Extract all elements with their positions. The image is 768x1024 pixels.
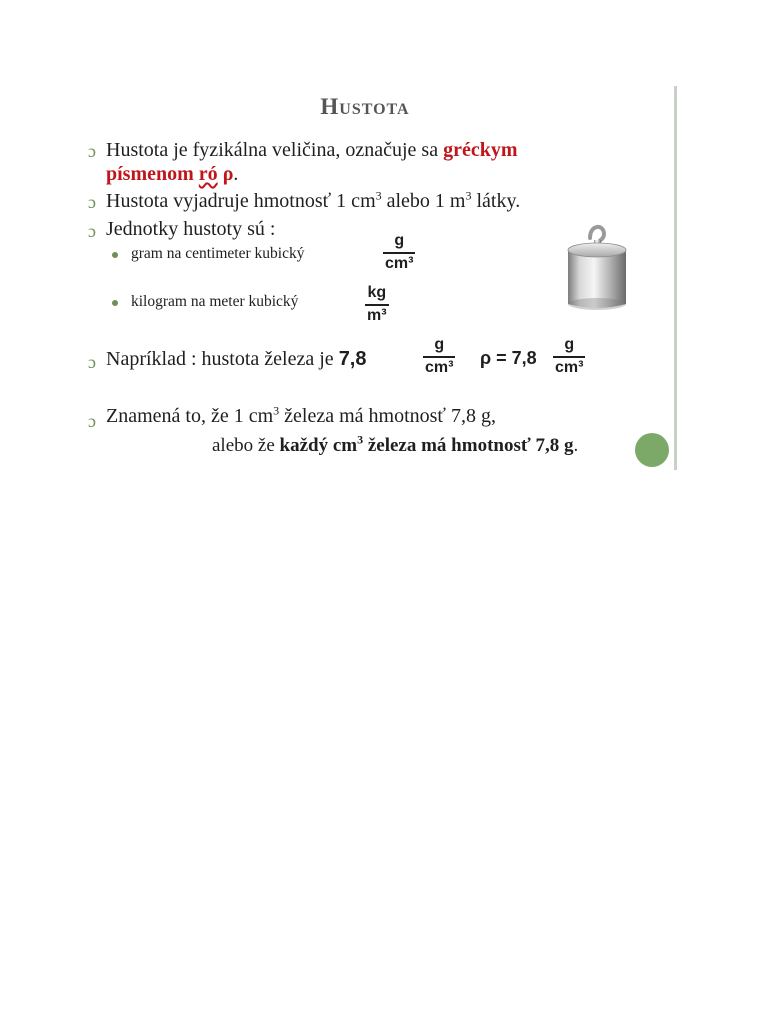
bullet-line-1 (106, 138, 518, 162)
bullet-text: látky. (471, 190, 521, 212)
fraction-numerator: kg (367, 284, 387, 301)
meaning-line-1 (106, 404, 496, 428)
fraction-bar (553, 356, 585, 358)
bullet-text: alebo 1 m (381, 190, 466, 212)
chevron-icon: ɔ (88, 192, 96, 212)
bullet-line-3 (106, 217, 275, 241)
highlight-text: písmenom (106, 163, 194, 185)
fraction-denominator: cm³ (385, 254, 414, 272)
example-line (106, 347, 367, 371)
unit-label: gram na centimeter kubický (131, 245, 305, 262)
superscript: 3 (465, 188, 472, 203)
unit-fraction (365, 284, 389, 325)
meaning-text: Znamená to, že 1 cm (106, 405, 274, 427)
bullet-text: Jednotky hustoty sú : (106, 218, 276, 240)
bullet-line-2 (106, 189, 520, 213)
slide-title: Hustota (320, 94, 410, 119)
meaning-bold-text: každý cm (279, 435, 358, 456)
fraction-bar (365, 304, 389, 306)
bullet-line-1-cont (106, 162, 238, 186)
fraction-numerator: g (394, 232, 405, 249)
slide (0, 0, 768, 480)
rho-symbol: ρ (222, 163, 234, 185)
chevron-icon: ɔ (88, 411, 96, 431)
fraction-denominator: cm³ (425, 358, 454, 376)
decorative-circle (635, 433, 669, 467)
chevron-icon: ɔ (88, 352, 96, 372)
example-text: Napríklad : hustota železa je (106, 348, 334, 370)
sub-bullet-dot (112, 300, 118, 306)
slide-divider (674, 86, 677, 470)
example-value: 7,8 (338, 348, 367, 370)
highlight-text: ró (198, 163, 218, 185)
fraction-numerator: g (434, 336, 445, 353)
superscript: 3 (357, 432, 364, 447)
bullet-text: Hustota je fyzikálna veličina, označuje sa (106, 139, 439, 161)
fraction-bar (383, 252, 415, 254)
rho-expression: ρ = 7,8 (480, 348, 537, 368)
superscript: 3 (273, 403, 280, 418)
meaning-bold-text: železa má hmotnosť 7,8 g (363, 435, 574, 456)
fraction-bar (423, 356, 455, 358)
superscript: 3 (375, 188, 382, 203)
chevron-icon: ɔ (88, 221, 96, 241)
meaning-line-2 (212, 434, 578, 458)
unit-fraction (383, 232, 415, 273)
highlight-text: gréckym (443, 139, 518, 161)
meaning-period: . (573, 435, 579, 456)
rho-unit-fraction (553, 336, 585, 377)
fraction-denominator: cm³ (555, 358, 584, 376)
period: . (233, 163, 239, 185)
sub-bullet-dot (112, 252, 118, 258)
bullet-text: Hustota vyjadruje hmotnosť 1 cm (106, 190, 376, 212)
fraction-denominator: m³ (367, 306, 387, 324)
meaning-text: železa má hmotnosť 7,8 g, (279, 405, 496, 427)
meaning-text: alebo že (212, 435, 275, 456)
chevron-icon: ɔ (88, 141, 96, 161)
example-unit-fraction (423, 336, 455, 377)
unit-label: kilogram na meter kubický (131, 293, 299, 310)
weight-icon (548, 220, 638, 316)
fraction-numerator: g (564, 336, 575, 353)
